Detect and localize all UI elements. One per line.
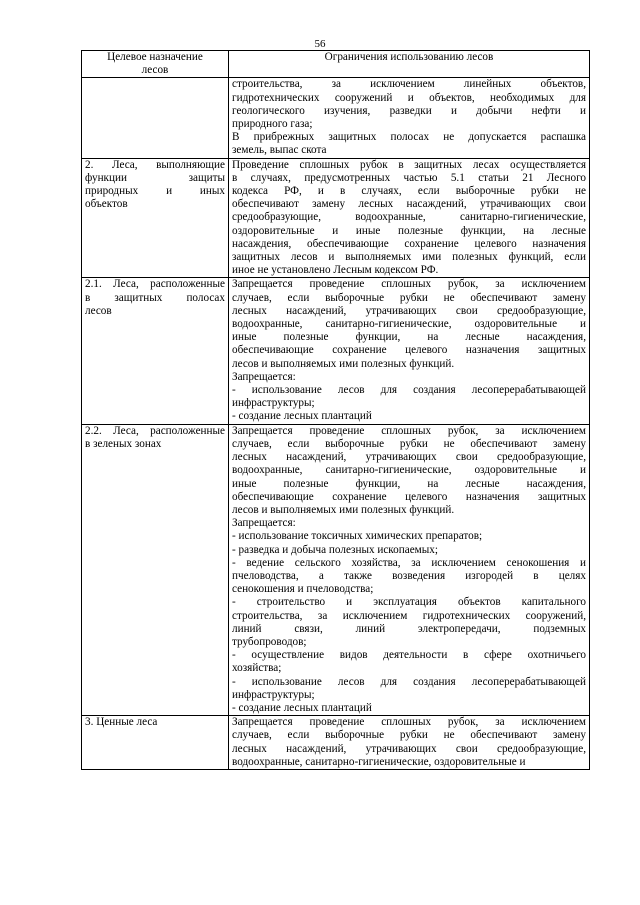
forest-category-cell bbox=[82, 278, 229, 424]
table-row bbox=[82, 158, 590, 278]
restriction-text-line: гидротехнических сооружений и объектов, необходимых для bbox=[232, 91, 586, 104]
forest-restrictions-table bbox=[81, 50, 590, 770]
restriction-text-line: пчеловодства, а также возведения изгородей в целях bbox=[232, 569, 586, 582]
restriction-text-line: лесных насаждений, утрачивающих свои средообразующие, bbox=[232, 304, 586, 317]
restriction-text-line: строительства, за исключением линейных объектов, bbox=[232, 78, 586, 91]
restriction-text-line: - строительство и эксплуатация объектов капитального bbox=[232, 596, 586, 609]
restriction-text-line: - использование токсичных химических препаратов; bbox=[232, 530, 483, 543]
table-row bbox=[82, 716, 590, 770]
table-body bbox=[82, 78, 590, 770]
forest-category-line: в зеленых зонах bbox=[85, 437, 162, 450]
restriction-text-line: водоохранные, санитарно-гигиенические, оздоровительные и bbox=[232, 318, 586, 331]
forest-category-line: функции защиты bbox=[85, 171, 225, 184]
forest-category-line: в защитных полосах bbox=[85, 291, 225, 304]
forest-category-line: 2.1. Леса, расположенные bbox=[85, 278, 225, 291]
restriction-text-line: - осуществление видов деятельности в сфере охотничьего bbox=[232, 649, 586, 662]
restriction-text-line: защитных лесов и выполняемых ими полезных функций, если bbox=[232, 251, 586, 264]
restriction-text-line: Запрещается проведение сплошных рубок, за исключением bbox=[232, 716, 586, 729]
restriction-text-line: - ведение сельского хозяйства, за исключением сенокошения и bbox=[232, 556, 586, 569]
restriction-cell bbox=[229, 278, 590, 424]
restriction-text-line: Запрещается проведение сплошных рубок, за исключением bbox=[232, 424, 586, 437]
restriction-text-line: водоохранные, санитарно-гигиенические, оздоровительные и bbox=[232, 755, 526, 768]
forest-category-cell bbox=[82, 424, 229, 715]
restriction-text-line: лесов и выполняемых ими полезных функций. bbox=[232, 503, 455, 516]
restriction-text-line: трубопроводов; bbox=[232, 635, 307, 648]
forest-category-line: лесов bbox=[85, 304, 112, 317]
restriction-text-line: случаев, если выборочные рубки не обеспечивают замену bbox=[232, 437, 586, 450]
restriction-cell bbox=[229, 716, 590, 770]
restriction-text-line: Запрещается проведение сплошных рубок, за исключением bbox=[232, 278, 586, 291]
table-row bbox=[82, 278, 590, 424]
restriction-text-line: природного газа; bbox=[232, 118, 313, 131]
forest-category-line: объектов bbox=[85, 198, 128, 211]
forest-category-line: 2. Леса, выполняющие bbox=[85, 158, 225, 171]
header-purpose-line: Целевое назначение bbox=[107, 51, 203, 63]
restriction-text-line: обеспечивают замену лесных насаждений, утрачивающих свои bbox=[232, 198, 586, 211]
restriction-text-line: кодекса РФ, и в случаях, если выборочные рубки не bbox=[232, 185, 586, 198]
restriction-text-line: хозяйства; bbox=[232, 662, 282, 675]
restriction-text-line: средообразующие, водоохранные, санитарно-гигиенические, bbox=[232, 211, 586, 224]
table-row bbox=[82, 78, 590, 158]
restriction-text-line: иные полезные функции, на лесные насаждения, bbox=[232, 331, 586, 344]
restriction-text-line: - использование лесов для создания лесоперерабатывающей bbox=[232, 384, 586, 397]
restriction-text-line: строительства, за исключением гидротехнических сооружений, bbox=[232, 609, 586, 622]
restriction-text-line: Запрещается: bbox=[232, 370, 296, 383]
restriction-text-line: оздоровительные и иные полезные функции, на лесные bbox=[232, 224, 586, 237]
restriction-text-line: В прибрежных защитных полосах не допускается распашка bbox=[232, 131, 586, 144]
forest-category-cell bbox=[82, 716, 229, 770]
restriction-text-line: лесных насаждений, утрачивающих свои средообразующие, bbox=[232, 742, 586, 755]
restriction-text-line: - создание лесных плантаций bbox=[232, 410, 372, 423]
restriction-text-line: инфраструктуры; bbox=[232, 397, 315, 410]
restriction-text-line: водоохранные, санитарно-гигиенические, оздоровительные и bbox=[232, 464, 586, 477]
forest-category-line: природных и иных bbox=[85, 185, 225, 198]
restriction-text-line: насаждения, обеспечивающие сохранение целевого назначения bbox=[232, 237, 586, 250]
restriction-cell bbox=[229, 424, 590, 715]
restriction-text-line: сенокошения и пчеловодства; bbox=[232, 583, 374, 596]
restriction-text-line: линий связи, линий электропередачи, подземных bbox=[232, 622, 586, 635]
header-purpose bbox=[82, 51, 229, 78]
restriction-text-line: иные полезные функции, на лесные насаждения, bbox=[232, 477, 586, 490]
page-number: 56 bbox=[314, 38, 326, 50]
restriction-text-line: Проведение сплошных рубок в защитных лесах осуществляется bbox=[232, 158, 586, 171]
restriction-text-line: - разведка и добыча полезных ископаемых; bbox=[232, 543, 438, 556]
restriction-text-line: инфраструктуры; bbox=[232, 688, 315, 701]
restriction-text-line: геологического изучения, разведки и добычи нефти и bbox=[232, 104, 586, 117]
restriction-text-line: лесных насаждений, утрачивающих свои средообразующие, bbox=[232, 451, 586, 464]
forest-category-cell bbox=[82, 78, 229, 158]
header-purpose-line: лесов bbox=[141, 64, 169, 77]
restriction-text-line: обеспечивающие сохранение целевого назначения защитных bbox=[232, 344, 586, 357]
restriction-cell bbox=[229, 78, 590, 158]
restriction-text-line: в случаях, предусмотренных частью 5.1 статьи 21 Лесного bbox=[232, 171, 586, 184]
restriction-text-line: - использование лесов для создания лесоперерабатывающей bbox=[232, 675, 586, 688]
restriction-text-line: обеспечивающие сохранение целевого назначения защитных bbox=[232, 490, 586, 503]
restriction-text-line: случаев, если выборочные рубки не обеспечивают замену bbox=[232, 291, 586, 304]
restriction-text-line: земель, выпас скота bbox=[232, 144, 327, 157]
forest-category-line: 3. Ценные леса bbox=[85, 716, 158, 729]
forest-category-cell bbox=[82, 158, 229, 278]
restriction-cell bbox=[229, 158, 590, 278]
table-header-row bbox=[82, 51, 590, 78]
restriction-text-line: лесов и выполняемых ими полезных функций. bbox=[232, 357, 455, 370]
forest-category-line: 2.2. Леса, расположенные bbox=[85, 424, 225, 437]
restriction-text-line: - создание лесных плантаций bbox=[232, 701, 372, 714]
table-row bbox=[82, 424, 590, 715]
restriction-text-line: Запрещается: bbox=[232, 517, 296, 530]
restriction-text-line: случаев, если выборочные рубки не обеспечивают замену bbox=[232, 729, 586, 742]
header-restrictions: Ограничения использованию лесов bbox=[229, 51, 590, 78]
restriction-text-line: иное не установлено Лесным кодексом РФ. bbox=[232, 264, 439, 277]
